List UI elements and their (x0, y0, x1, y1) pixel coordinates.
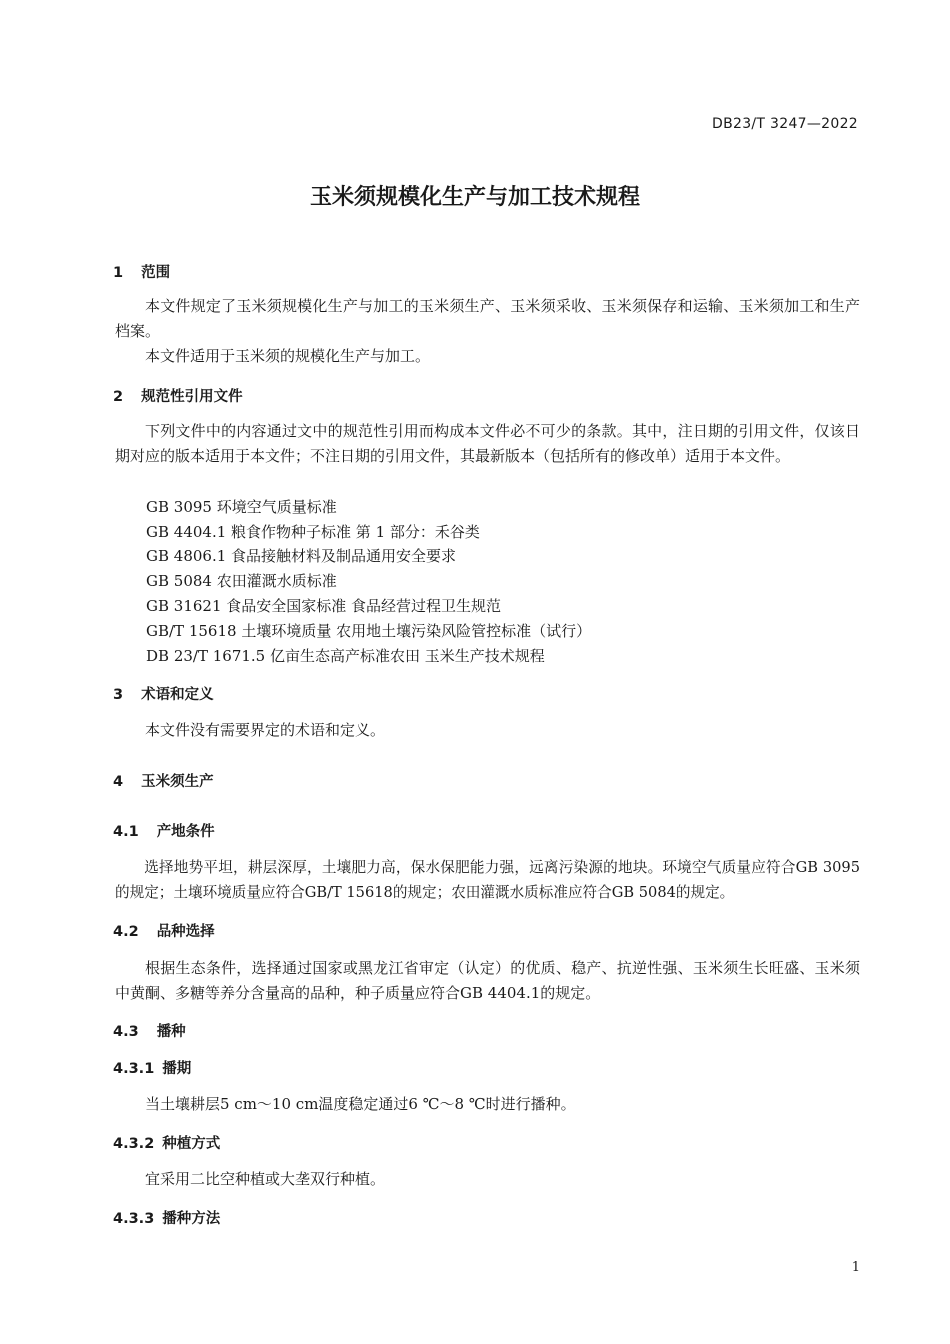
section-number: 4.3 (113, 1024, 139, 1040)
reference-item: GB 4404.1 粮食作物种子标准 第 1 部分：禾谷类 (146, 523, 480, 541)
section-number: 4.2 (113, 924, 139, 940)
section-number: 3 (113, 687, 124, 703)
page-number: 1 (851, 1260, 860, 1275)
section-number: 4.1 (113, 824, 139, 840)
subsection-heading-4-3-3 (113, 1207, 220, 1228)
subsection-heading-4-3-2 (113, 1132, 220, 1153)
section-title: 产地条件 (156, 824, 215, 840)
paragraph: 选择地势平坦，耕层深厚，土壤肥力高，保水保肥能力强，远离污染源的地块。环境空气质量应符合GB 3095的规定；土壤环境质量应符合GB/T 15618的规定；农田灌溉水质标准应符合GB 5084的规定。 (115, 859, 860, 901)
reference-item: GB/T 15618 土壤环境质量 农用地土壤污染风险管控标准（试行） (146, 622, 592, 640)
section-number: 1 (113, 265, 124, 281)
section-title: 规范性引用文件 (141, 389, 243, 405)
section-number: 2 (113, 389, 124, 405)
document-title: 玉米须规模化生产与加工技术规程 (309, 185, 640, 210)
section-title: 播种方法 (162, 1211, 221, 1227)
section-title: 术语和定义 (141, 687, 214, 703)
paragraph: 本文件没有需要界定的术语和定义。 (145, 721, 386, 739)
paragraph: 宜采用二比空种植或大垄双行种植。 (145, 1170, 386, 1188)
section-heading-4 (113, 770, 214, 791)
section-number: 4.3.1 (113, 1061, 155, 1077)
subsection-heading-4-3 (113, 1020, 186, 1041)
paragraph: 下列文件中的内容通过文中的规范性引用而构成本文件必不可少的条款。其中，注日期的引用文件，仅该日期对应的版本适用于本文件；不注日期的引用文件，其最新版本（包括所有的修改单）适用于本文件。 (115, 422, 860, 465)
reference-item: GB 4806.1 食品接触材料及制品通用安全要求 (146, 547, 457, 565)
section-number: 4.3.2 (113, 1136, 155, 1152)
reference-item: DB 23/T 1671.5 亿亩生态高产标准农田 玉米生产技术规程 (146, 647, 545, 665)
subsection-heading-4-2 (113, 920, 215, 941)
section-title: 播期 (162, 1061, 192, 1077)
paragraph: 本文件规定了玉米须规模化生产与加工的玉米须生产、玉米须采收、玉米须保存和运输、玉米须加工和生产档案。 (115, 297, 860, 340)
section-number: 4 (113, 774, 124, 790)
section-title: 品种选择 (156, 924, 215, 940)
reference-item: GB 31621 食品安全国家标准 食品经营过程卫生规范 (146, 597, 502, 615)
paragraph: 本文件适用于玉米须的规模化生产与加工。 (145, 347, 431, 365)
paragraph: 根据生态条件，选择通过国家或黑龙江省审定（认定）的优质、稳产、抗逆性强、玉米须生长旺盛、玉米须中黄酮、多糖等养分含量高的品种，种子质量应符合GB 4404.1的规定。 (115, 959, 860, 1002)
section-title: 玉米须生产 (141, 774, 214, 790)
section-title: 种植方式 (162, 1136, 221, 1152)
section-number: 4.3.3 (113, 1211, 155, 1227)
section-title: 播种 (156, 1024, 186, 1040)
paragraph: 当土壤耕层5 cm～10 cm温度稳定通过6 ℃～8 ℃时进行播种。 (145, 1095, 576, 1113)
section-heading-2 (113, 385, 243, 406)
reference-item: GB 3095 环境空气质量标准 (146, 498, 337, 516)
subsection-heading-4-1 (113, 820, 215, 841)
subsection-heading-4-3-1 (113, 1057, 191, 1078)
section-title: 范围 (141, 265, 171, 281)
document-number: DB23/T 3247—2022 (712, 116, 858, 132)
reference-item: GB 5084 农田灌溉水质标准 (146, 572, 337, 590)
section-heading-3 (113, 683, 214, 704)
section-heading-1 (113, 261, 170, 282)
